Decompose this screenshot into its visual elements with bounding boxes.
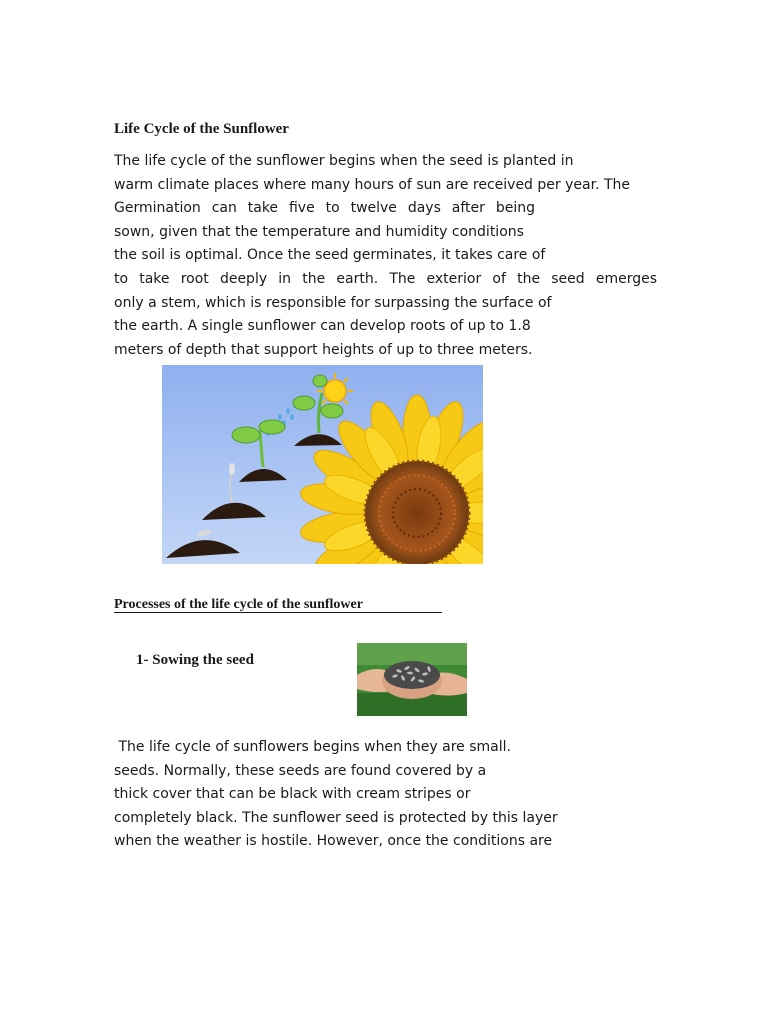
text-line: The life cycle of sunflowers begins when they are small. <box>114 739 511 755</box>
intro-paragraph <box>114 150 670 362</box>
text-line: The life cycle of the sunflower begins when the seed is planted in <box>114 153 574 169</box>
text-line: when the weather is hostile. However, once the conditions are <box>114 833 553 850</box>
text-line: Germination can take five to twelve days after being <box>114 200 535 217</box>
text-line: warm climate places where many hours of sun are received per year. The <box>114 176 630 193</box>
hands-holding-seeds-photo <box>357 643 467 716</box>
text-line: only a stem, which is responsible for surpassing the surface of <box>114 294 552 311</box>
sunflower-life-cycle-illustration <box>162 365 483 564</box>
sowing-paragraph <box>114 736 614 854</box>
text-line: seeds. Normally, these seeds are found covered by a <box>114 762 487 779</box>
page-title: Life Cycle of the Sunflower <box>114 121 289 137</box>
text-line: the earth. A single sunflower can develop roots of up to 1.8 <box>114 318 531 335</box>
text-line: sown, given that the temperature and humidity conditions <box>114 223 524 240</box>
text-line: meters of depth that support heights of up to three meters. <box>114 341 533 358</box>
text-line: thick cover that can be black with cream stripes or <box>114 786 471 803</box>
section-heading: Processes of the life cycle of the sunflower <box>114 597 363 612</box>
step-heading: 1- Sowing the seed <box>136 652 254 668</box>
text-line: completely black. The sunflower seed is protected by this layer <box>114 809 558 826</box>
text-line: the soil is optimal. Once the seed germinates, it takes care of <box>114 247 546 264</box>
heading-underline <box>114 612 442 613</box>
text-line: to take root deeply in the earth. The exterior of the seed emerges <box>114 270 657 287</box>
